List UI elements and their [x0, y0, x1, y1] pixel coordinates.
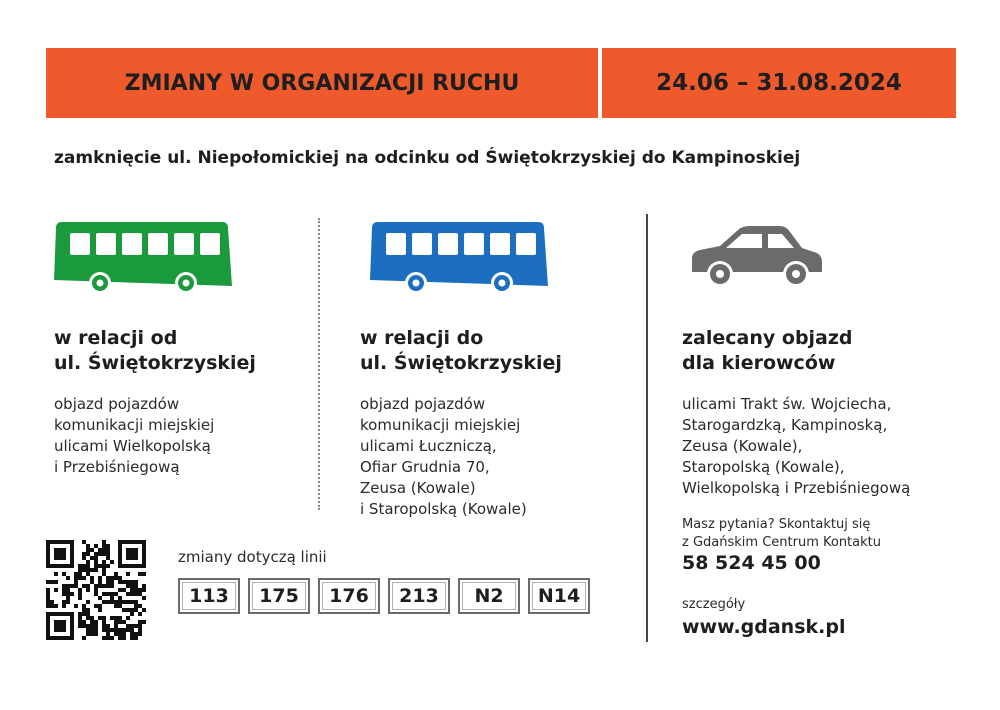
affected-lines	[178, 578, 590, 614]
contact-question: Masz pytania? Skontaktuj się z Gdańskim Centrum Kontaktu	[682, 517, 881, 550]
blue-bus-icon	[368, 220, 550, 300]
column-body-drivers: ulicami Trakt św. Wojciecha, Starogardzką, Kampinoską, Zeusa (Kowale), Staropolską (Kowale), Wielkopolską i Przebiśniegową	[682, 395, 911, 497]
column-body-from: objazd pojazdów komunikacji miejskiej ulicami Wielkopolską i Przebiśniegową	[54, 395, 215, 476]
green-bus-icon	[52, 220, 234, 300]
header-title: ZMIANY W ORGANIZACJI RUCHU	[46, 48, 598, 118]
header-dates: 24.06 – 31.08.2024	[602, 48, 956, 118]
website-link[interactable]: www.gdansk.pl	[682, 616, 846, 638]
column-title-from: w relacji od ul. Świętokrzyskiej	[54, 327, 256, 374]
details-label: szczegóły	[682, 597, 746, 612]
car-icon	[686, 222, 826, 298]
contact-phone[interactable]: 58 524 45 00	[682, 552, 821, 574]
qr-code-icon[interactable]	[46, 540, 146, 640]
line-badge: N14	[528, 578, 590, 614]
subtitle: zamknięcie ul. Niepołomickiej na odcinku od Świętokrzyskiej do Kampinoskiej	[54, 148, 801, 168]
column-title-to: w relacji do ul. Świętokrzyskiej	[360, 327, 562, 374]
line-badge: 113	[178, 578, 240, 614]
line-badge: 213	[388, 578, 450, 614]
lines-label: zmiany dotyczą linii	[178, 548, 327, 566]
line-badge: N2	[458, 578, 520, 614]
line-badge: 176	[318, 578, 380, 614]
column-divider-solid	[646, 214, 648, 642]
column-body-to: objazd pojazdów komunikacji miejskiej ulicami Łuczniczą, Ofiar Grudnia 70, Zeusa (Kowale) i Staropolską (Kowale)	[360, 395, 527, 518]
column-title-drivers: zalecany objazd dla kierowców	[682, 327, 853, 374]
line-badge: 175	[248, 578, 310, 614]
column-divider-dotted	[318, 218, 320, 510]
